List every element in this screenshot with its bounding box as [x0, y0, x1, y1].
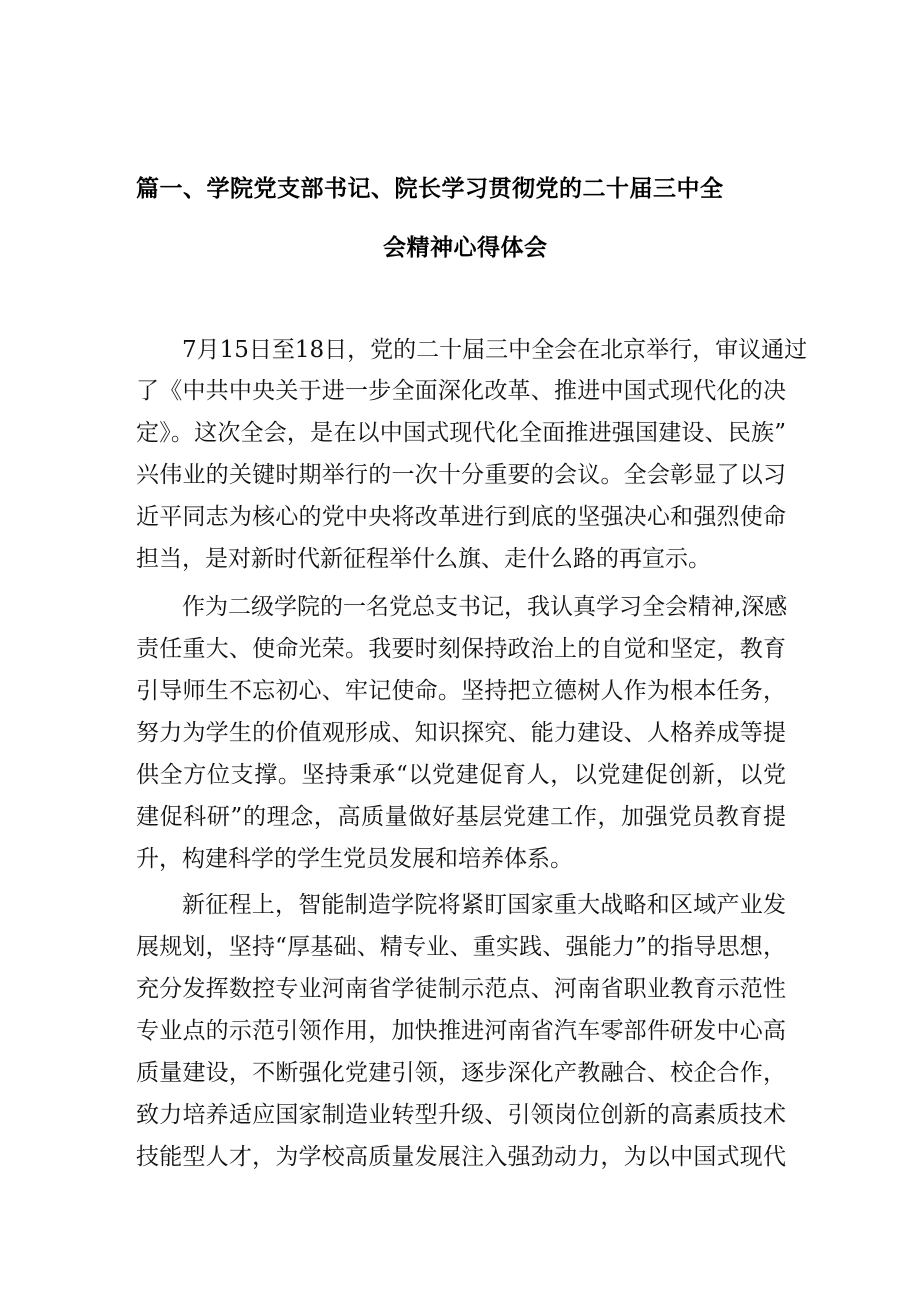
paragraph-3-line-2: 展规划，坚持“厚基础、精专业、重实践、强能力”的指导思想，	[136, 934, 786, 960]
paragraph-1-line-6: 担当，是对新时代新征程举什么旗、走什么路的再宣示。	[136, 546, 711, 572]
paragraph-3-line-1: 新征程上，智能制造学院将紧盯国家重大战略和区域产业发	[182, 892, 786, 918]
paragraph-2-line-4: 努力为学生的价值观形成、知识探究、能力建设、人格养成等提	[136, 720, 786, 746]
paragraph-2-line-1: 作为二级学院的一名党总支书记，我认真学习全会精神,深感	[182, 594, 788, 620]
paragraph-3-line-7: 技能型人才，为学校高质量发展注入强劲动力，为以中国式现代	[136, 1144, 786, 1170]
paragraph-3-line-6: 致力培养适应国家制造业转型升级、引领岗位创新的高素质技术	[136, 1102, 786, 1128]
paragraph-2-line-5: 供全方位支撑。坚持秉承“以党建促育人，以党建促创新，以党	[136, 762, 786, 788]
paragraph-2-line-2: 责任重大、使命光荣。我要时刻保持政治上的自觉和坚定，教育	[136, 636, 786, 662]
paragraph-3-line-4: 专业点的示范引领作用，加快推进河南省汽车零部件研发中心高	[136, 1018, 786, 1044]
paragraph-1-line-5: 近平同志为核心的党中央将改革进行到底的坚强决心和强烈使命	[136, 504, 786, 530]
paragraph-2-line-6: 建促科研”的理念，高质量做好基层党建工作，加强党员教育提	[136, 804, 786, 830]
paragraph-2-line-3: 引导师生不忘初心、牢记使命。坚持把立德树人作为根本任务，	[136, 678, 786, 704]
paragraph-3-line-3: 充分发挥数控专业河南省学徒制示范点、河南省职业教育示范性	[136, 976, 786, 1002]
paragraph-1-line-4: 兴伟业的关键时期举行的一次十分重要的会议。全会彰显了以习	[136, 462, 786, 488]
document-title-line-2: 会精神心得体会	[383, 235, 548, 261]
paragraph-1-line-3: 定》。这次全会，是在以中国式现代化全面推进强国建设、民族”	[136, 420, 786, 446]
paragraph-3-line-5: 质量建设，不断强化党建引领，逐步深化产教融合、校企合作，	[136, 1060, 786, 1086]
document-title-line-1: 篇一、学院党支部书记、院长学习贯彻党的二十届三中全	[136, 176, 724, 202]
paragraph-2-line-7: 升，构建科学的学生党员发展和培养体系。	[136, 846, 573, 872]
paragraph-1-line-2: 了《中共中央关于进一步全面深化改革、推进中国式现代化的决	[136, 378, 786, 404]
paragraph-1-line-1: 7月15日至18日，党的二十届三中全会在北京举行，审议通过	[182, 337, 808, 363]
